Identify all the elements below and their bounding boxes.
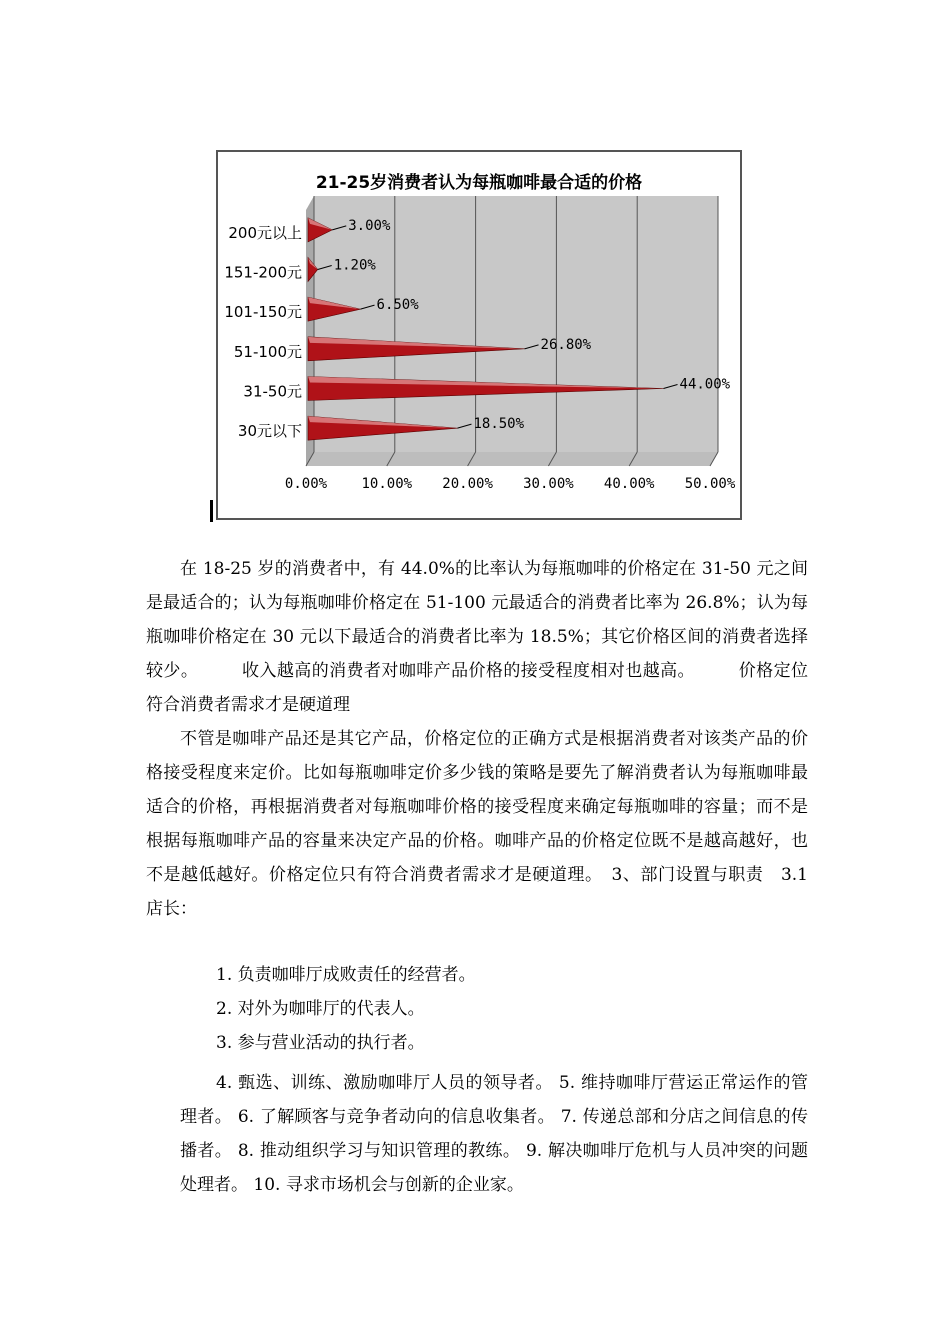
data-label: 44.00% [679, 376, 731, 393]
price-chart [216, 150, 742, 520]
paragraph-3: 4. 甄选、训练、激励咖啡厅人员的领导者。 5. 维持咖啡厅营运正常运作的管理者。 6. 了解顾客与竞争者动向的信息收集者。 7. 传递总部和分店之间信息的传播者。 8. 推动组织学习与知识管理的教练。 9. 解决咖啡厅危机与人员冲突的问题处理者。 10. 寻求市场机会与创新的企业家。 [180, 1073, 808, 1195]
x-tick-label: 10.00% [361, 476, 413, 492]
body-text [146, 552, 808, 926]
list-item: 3. 参与营业活动的执行者。 [216, 1033, 425, 1053]
y-tick-label: 30元以下 [237, 422, 302, 441]
x-tick-label: 0.00% [284, 476, 328, 492]
data-label: 6.50% [376, 297, 419, 314]
x-tick-label: 50.00% [684, 476, 736, 492]
list-item: 2. 对外为咖啡厅的代表人。 [216, 999, 425, 1019]
y-tick-label: 101-150元 [224, 303, 302, 322]
chart-wall [314, 196, 718, 452]
data-label: 18.50% [473, 416, 525, 433]
y-tick-label: 200元以上 [228, 223, 302, 242]
data-label: 1.20% [333, 257, 376, 274]
y-tick-label: 151-200元 [224, 263, 302, 282]
text-cursor-mark [210, 500, 213, 522]
paragraph-1: 在 18-25 岁的消费者中，有 44.0%的比率认为每瓶咖啡的价格定在 31-50 元之间是最适合的；认为每瓶咖啡价格定在 51-100 元最适合的消费者比率为 26.8%；认为每瓶咖啡价格定在 30 元以下最适合的消费者比率为 18.5%；其它价格区间的消费者选择较少。 收入越高的消费者对咖啡产品价格的接受程度相对也越高。 价格定位符合消费者需求才是硬道理 [146, 559, 808, 715]
chart-title: 21-25岁消费者认为每瓶咖啡最合适的价格 [315, 173, 643, 193]
paragraph-2: 不管是咖啡产品还是其它产品，价格定位的正确方式是根据消费者对该类产品的价格接受程度来定价。比如每瓶咖啡定价多少钱的策略是要先了解消费者认为每瓶咖啡最适合的价格，再根据消费者对每瓶咖啡价格的接受程度来确定每瓶咖啡的容量；而不是根据每瓶咖啡产品的容量来决定产品的价格。咖啡产品的价格定位既不是越高越好，也不是越低越好。价格定位只有符合消费者需求才是硬道理。 3、部门设置与职责 3.1 店长： [146, 729, 808, 919]
y-tick-label: 31-50元 [243, 382, 302, 401]
data-label: 3.00% [348, 217, 391, 234]
list-item: 1. 负责咖啡厅成败责任的经营者。 [216, 965, 476, 985]
data-label: 26.80% [540, 336, 592, 353]
chart-floor [306, 452, 718, 466]
x-tick-label: 40.00% [603, 476, 655, 492]
duty-paragraph [180, 1066, 808, 1202]
x-tick-label: 20.00% [442, 476, 493, 492]
x-tick-label: 30.00% [523, 476, 574, 492]
chart-plot [218, 152, 740, 518]
duty-list [146, 958, 808, 1060]
y-tick-label: 51-100元 [233, 342, 302, 361]
